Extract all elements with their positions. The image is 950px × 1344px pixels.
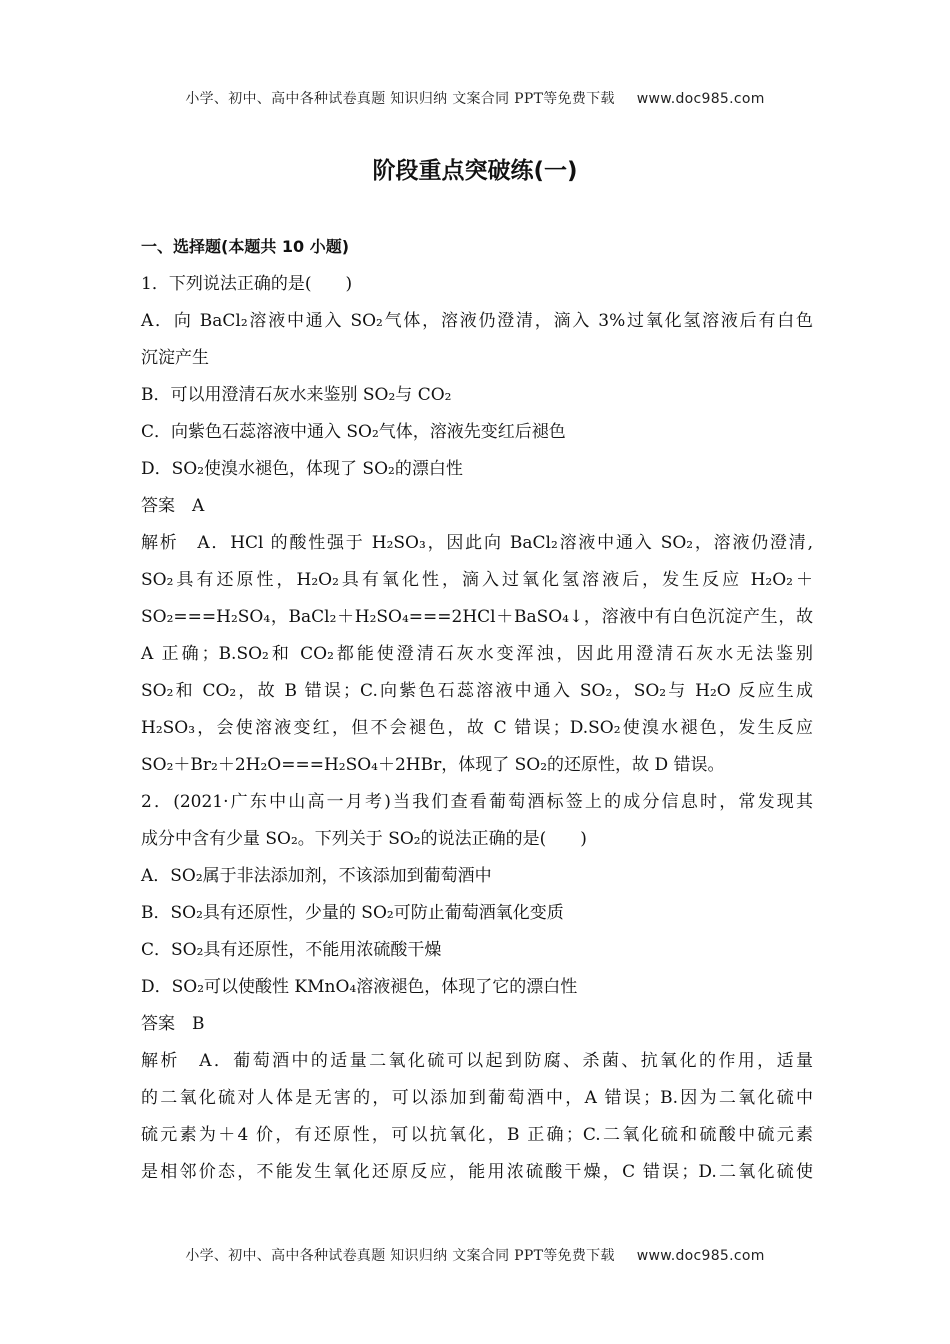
q2-explanation-line: 解析 A．葡萄酒中的适量二氧化硫可以起到防腐、杀菌、抗氧化的作用，适量 bbox=[141, 1051, 813, 1071]
header-site[interactable]: www.doc985.com bbox=[636, 91, 765, 107]
q2-option-b: B．SO₂具有还原性，少量的 SO₂可防止葡萄酒氧化变质 bbox=[141, 903, 564, 923]
q1-option-a: A．向 BaCl₂溶液中通入 SO₂气体，溶液仍澄清，滴入 3%过氧化氢溶液后有白色 bbox=[141, 311, 813, 331]
q1-stem: 1．下列说法正确的是( ) bbox=[141, 274, 353, 294]
q2-explanation-line: 硫元素为＋4 价，有还原性，可以抗氧化，B 正确；C.二氧化硫和硫酸中硫元素 bbox=[141, 1125, 813, 1145]
q1-explanation-line: H₂SO₃，会使溶液变红，但不会褪色，故 C 错误；D.SO₂使溴水褪色，发生反应 bbox=[141, 718, 813, 738]
q1-explanation-line: SO₂===H₂SO₄，BaCl₂＋H₂SO₄===2HCl＋BaSO₄↓，溶液中有白色沉淀产生，故 bbox=[141, 607, 813, 627]
q2-option-a: A．SO₂属于非法添加剂，不该添加到葡萄酒中 bbox=[141, 866, 492, 886]
q1-option-d: D．SO₂使溴水褪色，体现了 SO₂的漂白性 bbox=[141, 459, 463, 479]
q2-option-c: C．SO₂具有还原性，不能用浓硫酸干燥 bbox=[141, 940, 442, 960]
q2-explanation-line: 是相邻价态，不能发生氧化还原反应，能用浓硫酸干燥，C 错误；D.二氧化硫使 bbox=[141, 1162, 813, 1182]
q2-answer: 答案 B bbox=[141, 1014, 205, 1034]
footer-site[interactable]: www.doc985.com bbox=[636, 1248, 765, 1264]
q1-explanation-line: A 正确；B.SO₂和 CO₂都能使澄清石灰水变浑浊，因此用澄清石灰水无法鉴别 bbox=[141, 644, 813, 664]
q1-explanation-line: 解析 A．HCl 的酸性强于 H₂SO₃，因此向 BaCl₂溶液中通入 SO₂，溶液仍澄清, bbox=[141, 533, 813, 553]
q1-option-c: C．向紫色石蕊溶液中通入 SO₂气体，溶液先变红后褪色 bbox=[141, 422, 566, 442]
page-footer bbox=[0, 1245, 950, 1265]
page-header bbox=[0, 88, 950, 108]
q2-stem: 2．(2021·广东中山高一月考)当我们查看葡萄酒标签上的成分信息时，常发现其 bbox=[141, 792, 813, 812]
header-text: 小学、初中、高中各种试卷真题 知识归纳 文案合同 PPT等免费下载 bbox=[185, 91, 615, 107]
q2-stem-cont: 成分中含有少量 SO₂。下列关于 SO₂的说法正确的是( ) bbox=[141, 829, 587, 849]
q1-explanation-line: SO₂和 CO₂，故 B 错误；C.向紫色石蕊溶液中通入 SO₂，SO₂与 H₂O 反应生成 bbox=[141, 681, 813, 701]
section-heading: 一、选择题(本题共 10 小题) bbox=[141, 237, 350, 256]
q1-explanation-line: SO₂具有还原性，H₂O₂具有氧化性，滴入过氧化氢溶液后，发生反应 H₂O₂＋ bbox=[141, 570, 813, 590]
q2-explanation-line: 的二氧化硫对人体是无害的，可以添加到葡萄酒中，A 错误；B.因为二氧化硫中 bbox=[141, 1088, 813, 1108]
footer-text: 小学、初中、高中各种试卷真题 知识归纳 文案合同 PPT等免费下载 bbox=[185, 1248, 615, 1264]
q1-explanation-line: SO₂＋Br₂＋2H₂O===H₂SO₄＋2HBr，体现了 SO₂的还原性，故 D 错误。 bbox=[141, 755, 725, 775]
q1-option-b: B．可以用澄清石灰水来鉴别 SO₂与 CO₂ bbox=[141, 385, 452, 405]
q2-option-d: D．SO₂可以使酸性 KMnO₄溶液褪色，体现了它的漂白性 bbox=[141, 977, 578, 997]
page-title: 阶段重点突破练(一) bbox=[372, 158, 578, 184]
q1-option-a-cont: 沉淀产生 bbox=[141, 348, 209, 368]
q1-answer: 答案 A bbox=[141, 496, 205, 516]
